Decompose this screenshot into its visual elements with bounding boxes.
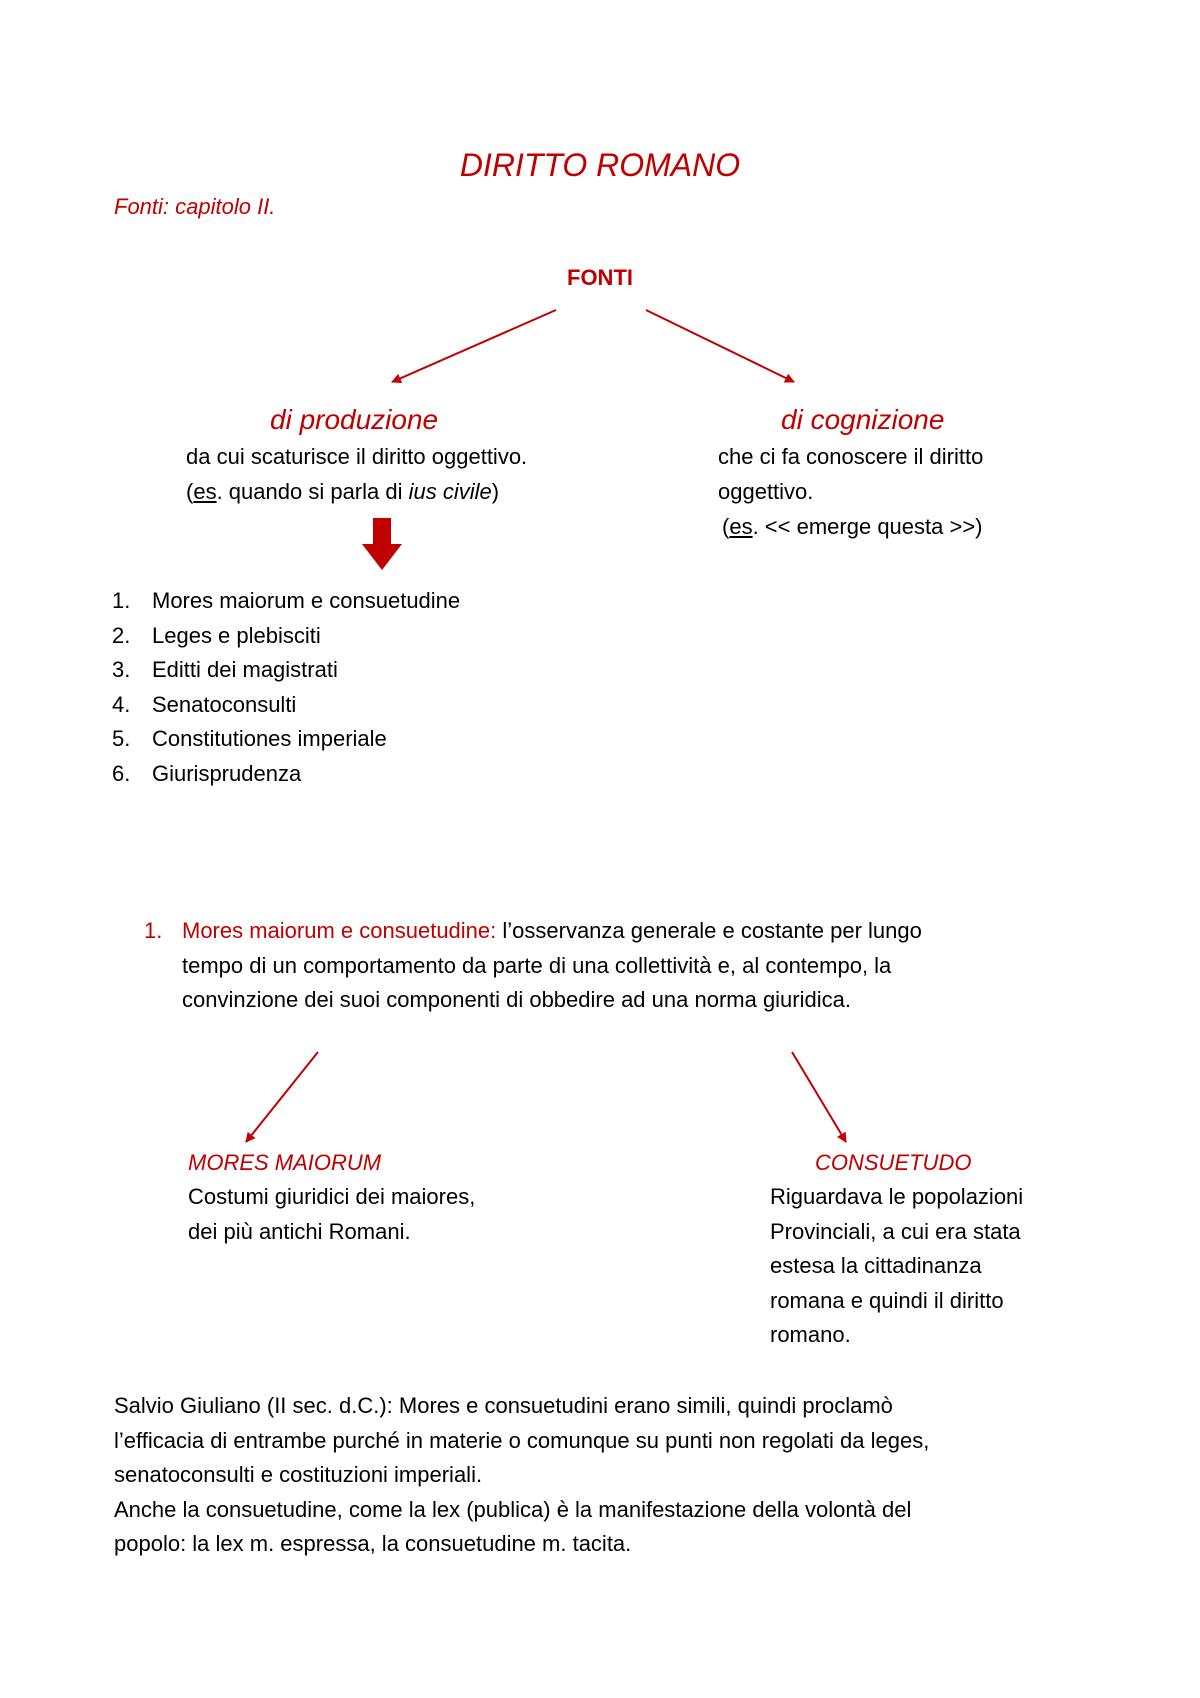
list-number: 1. bbox=[112, 588, 131, 613]
example-text: . quando si parla di bbox=[216, 479, 409, 504]
list-number: 5. bbox=[112, 726, 131, 752]
text-line: Salvio Giuliano (II sec. d.C.): Mores e consuetudini erano simili, quindi proclamò bbox=[114, 1393, 893, 1418]
section-mores-definition bbox=[144, 914, 1104, 1018]
example-term: ius civile bbox=[408, 479, 492, 504]
list-number: 6. bbox=[112, 760, 131, 786]
text-line: senatoconsulti e costituzioni imperiali. bbox=[114, 1462, 483, 1488]
fonti-root-label: FONTI bbox=[567, 265, 633, 290]
section-number: 1. bbox=[144, 918, 163, 943]
list-item bbox=[112, 653, 460, 688]
definition-line-1 bbox=[144, 914, 1104, 949]
text-line: dei più antichi Romani. bbox=[188, 1218, 411, 1244]
example-abbr: es bbox=[193, 479, 217, 504]
arrow-to-cognizione bbox=[646, 310, 794, 382]
text-line: Costumi giuridici dei maiores, bbox=[188, 1184, 476, 1209]
mores-maiorum-text bbox=[188, 1180, 475, 1249]
document-subtitle: Fonti: capitolo II. bbox=[114, 194, 276, 219]
sources-list bbox=[112, 584, 460, 792]
mores-maiorum-heading: MORES MAIORUM bbox=[188, 1150, 382, 1175]
list-item bbox=[112, 619, 460, 654]
definition-line-3: convinzione dei suoi componenti di obbedire ad una norma giuridica. bbox=[182, 987, 851, 1013]
text-line: Anche la consuetudine, come la lex (publica) è la manifestazione della volontà del bbox=[114, 1496, 912, 1522]
consuetudo-heading: CONSUETUDO bbox=[815, 1150, 972, 1175]
paren-open: ( bbox=[186, 479, 194, 504]
list-label: Senatoconsulti bbox=[152, 691, 297, 717]
text-line: romano. bbox=[770, 1322, 851, 1348]
definition-line-2: tempo di un comportamento da parte di una collettività e, al contempo, la bbox=[182, 952, 892, 978]
section-term: Mores maiorum e consuetudine: bbox=[182, 918, 497, 943]
cognizione-description-2: oggettivo. bbox=[718, 479, 814, 504]
consuetudo-text bbox=[770, 1180, 1023, 1353]
list-number: 4. bbox=[112, 691, 131, 717]
arrow-to-consuetudo bbox=[792, 1052, 846, 1142]
text-line: estesa la cittadinanza bbox=[770, 1253, 982, 1279]
cognizione-heading: di cognizione bbox=[781, 404, 945, 435]
arrow-to-produzione bbox=[392, 310, 556, 382]
text-line: romana e quindi il diritto bbox=[770, 1287, 1004, 1313]
cognizione-description-1: che ci fa conoscere il diritto bbox=[718, 444, 984, 469]
list-item bbox=[112, 584, 460, 619]
list-number: 2. bbox=[112, 622, 131, 648]
list-label: Editti dei magistrati bbox=[152, 657, 338, 683]
list-label: Mores maiorum e consuetudine bbox=[152, 588, 461, 613]
definition-text: l’osservanza generale e costante per lungo bbox=[496, 918, 922, 943]
cognizione-example bbox=[722, 510, 983, 544]
example-text: . << emerge questa >>) bbox=[752, 514, 983, 539]
example-abbr: es bbox=[729, 514, 753, 539]
down-arrow-icon bbox=[362, 518, 402, 570]
document-title: DIRITTO ROMANO bbox=[459, 147, 741, 183]
paren-open: ( bbox=[722, 514, 730, 539]
list-item bbox=[112, 688, 460, 723]
list-item bbox=[112, 757, 460, 792]
produzione-description: da cui scaturisce il diritto oggettivo. bbox=[186, 444, 528, 469]
list-label: Constitutiones imperiale bbox=[152, 726, 387, 752]
list-label: Leges e plebisciti bbox=[152, 622, 321, 648]
list-number: 3. bbox=[112, 657, 131, 683]
produzione-heading: di produzione bbox=[270, 404, 439, 435]
text-line: Riguardava le popolazioni bbox=[770, 1184, 1024, 1209]
produzione-example bbox=[186, 475, 499, 509]
text-line: popolo: la lex m. espressa, la consuetudine m. tacita. bbox=[114, 1531, 632, 1557]
paren-close: ) bbox=[491, 479, 500, 504]
closing-paragraph bbox=[114, 1389, 929, 1562]
list-item bbox=[112, 722, 460, 757]
text-line: l’efficacia di entrambe purché in materie o comunque su punti non regolati da leges, bbox=[114, 1427, 930, 1453]
list-label: Giurisprudenza bbox=[152, 760, 302, 786]
arrow-to-mores-maiorum bbox=[246, 1052, 318, 1142]
text-line: Provinciali, a cui era stata bbox=[770, 1218, 1021, 1244]
